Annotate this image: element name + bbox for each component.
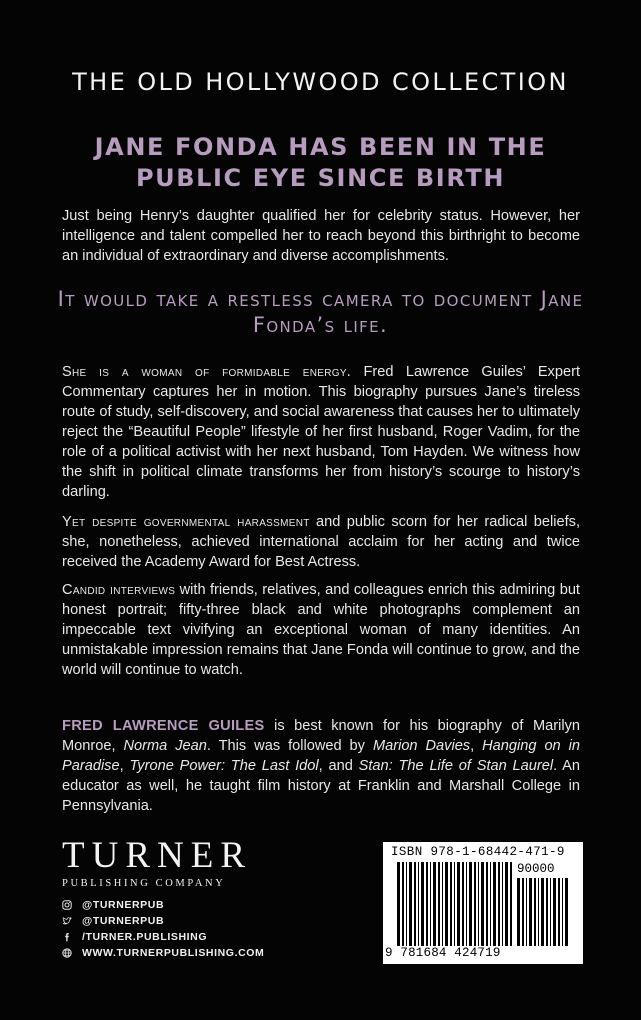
- book-title: Hanging on in Paradise: [62, 738, 580, 774]
- isbn-number: ISBN 978-1-68442-471-9: [391, 845, 565, 859]
- publisher-name: TURNER: [62, 835, 252, 876]
- isbn-barcode: [383, 842, 583, 964]
- globe-icon: [62, 948, 72, 958]
- headline: JANE FONDA HAS BEEN IN THE PUBLIC EYE SINCE BIRTH: [94, 133, 547, 192]
- book-title: Tyrone Power: The Last Idol: [129, 758, 319, 774]
- book-title: Norma Jean: [123, 738, 207, 754]
- price-barcode-bars: [517, 878, 571, 946]
- book-title: Stan: The Life of Stan Laurel: [358, 758, 554, 774]
- intro-paragraph: Just being Henry’s daughter qualified her for celebrity status. However, her intelligence and talent compelled her to reach beyond this birthright to become an individual of extraordinary and diverse accomplishments.: [62, 208, 580, 264]
- instagram-icon: [62, 900, 72, 910]
- paragraph-text: with friends, relatives, and colleagues enrich this admiring but honest portrait; fifty-three black and white photographs complement an impeccable text vivifying an exceptional woman of many identities. An unmistakable impression remains that Jane Fonda will continue to grow, and the world will continue to watch.: [62, 582, 580, 678]
- paragraph-energy: [62, 362, 580, 502]
- social-website: [62, 945, 322, 961]
- price-code: 90000: [517, 862, 555, 876]
- social-instagram: [62, 897, 322, 913]
- social-links: [62, 897, 322, 961]
- social-facebook: [62, 929, 322, 945]
- twitter-icon: [62, 916, 72, 926]
- barcode-digits: 9 781684 424719: [385, 946, 501, 960]
- publisher-logo: [62, 836, 272, 889]
- social-label: /TURNER.PUBLISHING: [82, 931, 208, 943]
- bio-text: , and: [318, 758, 359, 774]
- series-title: THE OLD HOLLYWOOD COLLECTION: [72, 68, 569, 96]
- paragraph-lead: Yet despite governmental harassment: [62, 514, 310, 530]
- social-twitter: [62, 913, 322, 929]
- bio-text: is best known for his biography of Marilyn Monroe,: [62, 718, 580, 754]
- social-label: WWW.TURNERPUBLISHING.COM: [82, 947, 265, 959]
- author-bio: [62, 716, 580, 816]
- barcode-bars: [397, 862, 513, 946]
- bio-text: . An educator as well, he taught film history at Franklin and Marshall College in Pennsylvania.: [62, 758, 580, 814]
- bio-text: ,: [119, 758, 130, 774]
- social-label: @TURNERPUB: [82, 899, 165, 911]
- paragraph-lead: Candid interviews: [62, 582, 176, 598]
- book-title: Marion Davies: [372, 738, 471, 754]
- publisher-subtitle: PUBLISHING COMPANY: [62, 878, 226, 889]
- paragraph-text: and public scorn for her radical beliefs, she, nonetheless, achieved international acclaim for her acting and twice received the Academy Award for Best Actress.: [62, 514, 581, 570]
- paragraph-text: Fred Lawrence Guiles’ Expert Commentary captures her in motion. This biography pursues Jane’s tireless route of study, self-discovery, and social awareness that causes her to ultimately reject the “Beautiful People” lifestyle of her first husband, Roger Vadim, for the role of a political activist with her next husband, Tom Hayden. We witness how the shift in political climate transforms her from history’s scourge to history’s darling.: [62, 364, 581, 500]
- social-label: @TURNERPUB: [82, 915, 165, 927]
- author-name: FRED LAWRENCE GUILES: [62, 718, 265, 734]
- paragraph-harassment: [62, 512, 580, 572]
- bio-text: . This was followed by: [206, 738, 373, 754]
- paragraph-interviews: [62, 580, 580, 680]
- pull-quote: It would take a restless camera to document Jane Fonda’s life.: [57, 287, 584, 337]
- paragraph-lead: She is a woman of formidable energy.: [62, 364, 352, 380]
- facebook-icon: [62, 932, 72, 942]
- bio-text: ,: [470, 738, 483, 754]
